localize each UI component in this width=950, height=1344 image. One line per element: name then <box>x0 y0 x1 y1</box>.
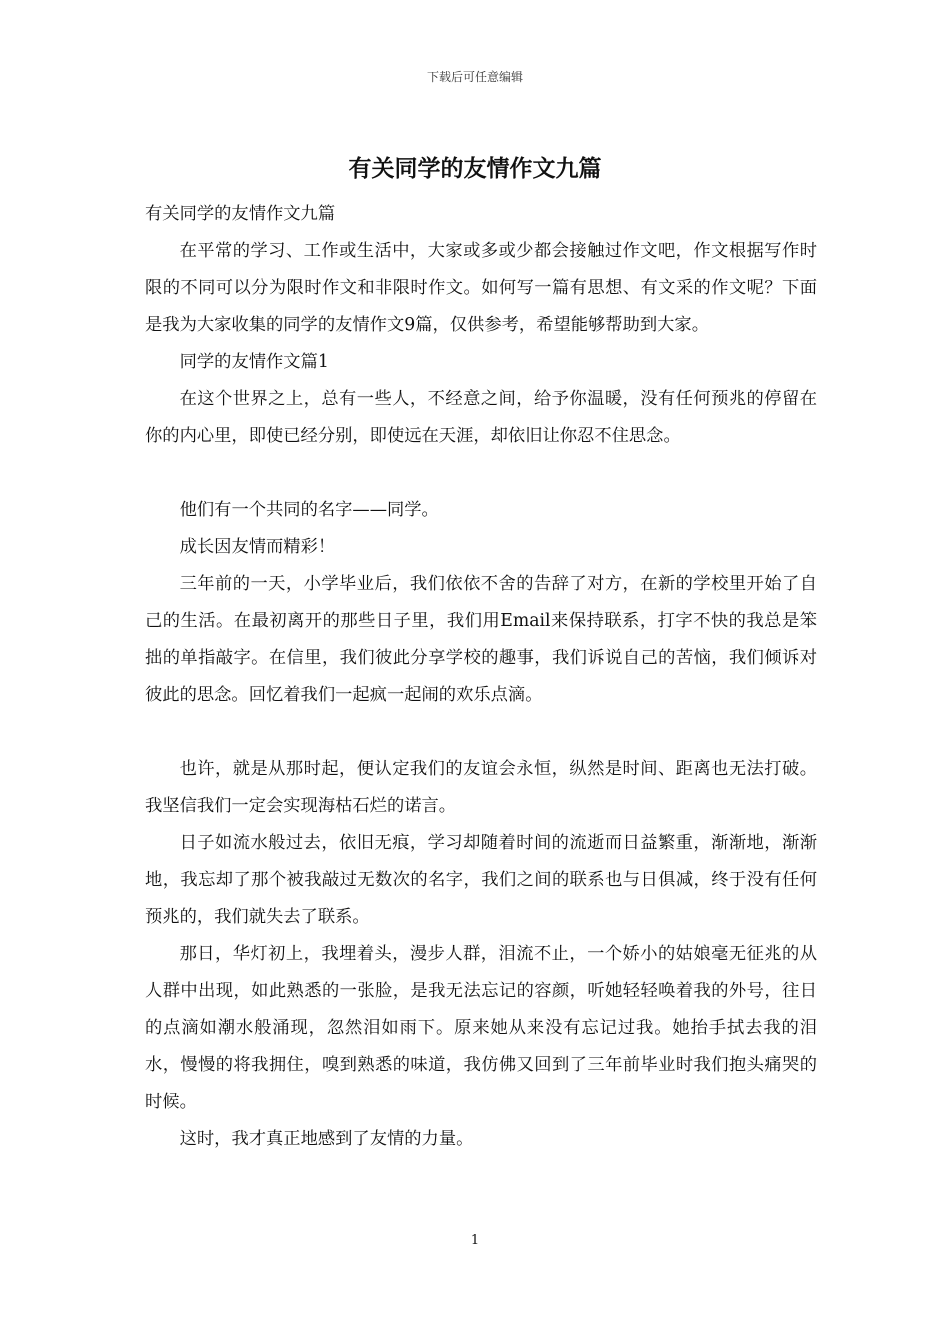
body-paragraph: 三年前的一天，小学毕业后，我们依依不舍的告辞了对方，在新的学校里开始了自己的生活。在最初离开的那些日子里，我们用Email来保持联系，打字不快的我总是笨拙的单指敲字。在信里，我们彼此分享学校的趣事，我们诉说自己的苦恼，我们倾诉对彼此的思念。回忆着我们一起疯一起闹的欢乐点滴。 <box>145 574 817 705</box>
body-paragraph: 在这个世界之上，总有一些人，不经意之间，给予你温暖，没有任何预兆的停留在你的内心里，即使已经分别，即使远在天涯，却依旧让你忍不住思念。 <box>145 389 817 446</box>
body-paragraph: 日子如流水般过去，依旧无痕，学习却随着时间的流逝而日益繁重，渐渐地，渐渐地，我忘却了那个被我敲过无数次的名字，我们之间的联系也与日俱减，终于没有任何预兆的，我们就失去了联系。 <box>145 833 817 927</box>
subtitle-paragraph: 有关同学的友情作文九篇 <box>145 204 336 224</box>
page-number: 1 <box>470 1233 480 1248</box>
document-body <box>145 196 817 1158</box>
section-heading: 同学的友情作文篇1 <box>179 352 329 372</box>
body-paragraph: 成长因友情而精彩！ <box>179 537 336 557</box>
body-paragraph: 也许，就是从那时起，便认定我们的友谊会永恒，纵然是时间、距离也无法打破。我坚信我们一定会实现海枯石烂的诺言。 <box>145 759 817 816</box>
intro-paragraph: 在平常的学习、工作或生活中，大家或多或少都会接触过作文吧，作文根据写作时限的不同可以分为限时作文和非限时作文。如何写一篇有思想、有文采的作文呢？下面是我为大家收集的同学的友情作文9篇，仅供参考，希望能够帮助到大家。 <box>145 241 817 335</box>
document-title: 有关同学的友情作文九篇 <box>348 156 602 182</box>
body-paragraph: 那日，华灯初上，我埋着头，漫步人群，泪流不止，一个娇小的姑娘毫无征兆的从人群中出现，如此熟悉的一张脸，是我无法忘记的容颜，听她轻轻唤着我的外号，往日的点滴如潮水般涌现，忽然泪如雨下。原来她从来没有忘记过我。她抬手拭去我的泪水，慢慢的将我拥住，嗅到熟悉的味道，我仿佛又回到了三年前毕业时我们抱头痛哭的时候。 <box>145 944 817 1112</box>
header-note: 下载后可任意编辑 <box>426 70 523 84</box>
body-paragraph: 这时，我才真正地感到了友情的力量。 <box>179 1129 474 1149</box>
body-paragraph: 他们有一个共同的名字——同学。 <box>179 500 439 520</box>
